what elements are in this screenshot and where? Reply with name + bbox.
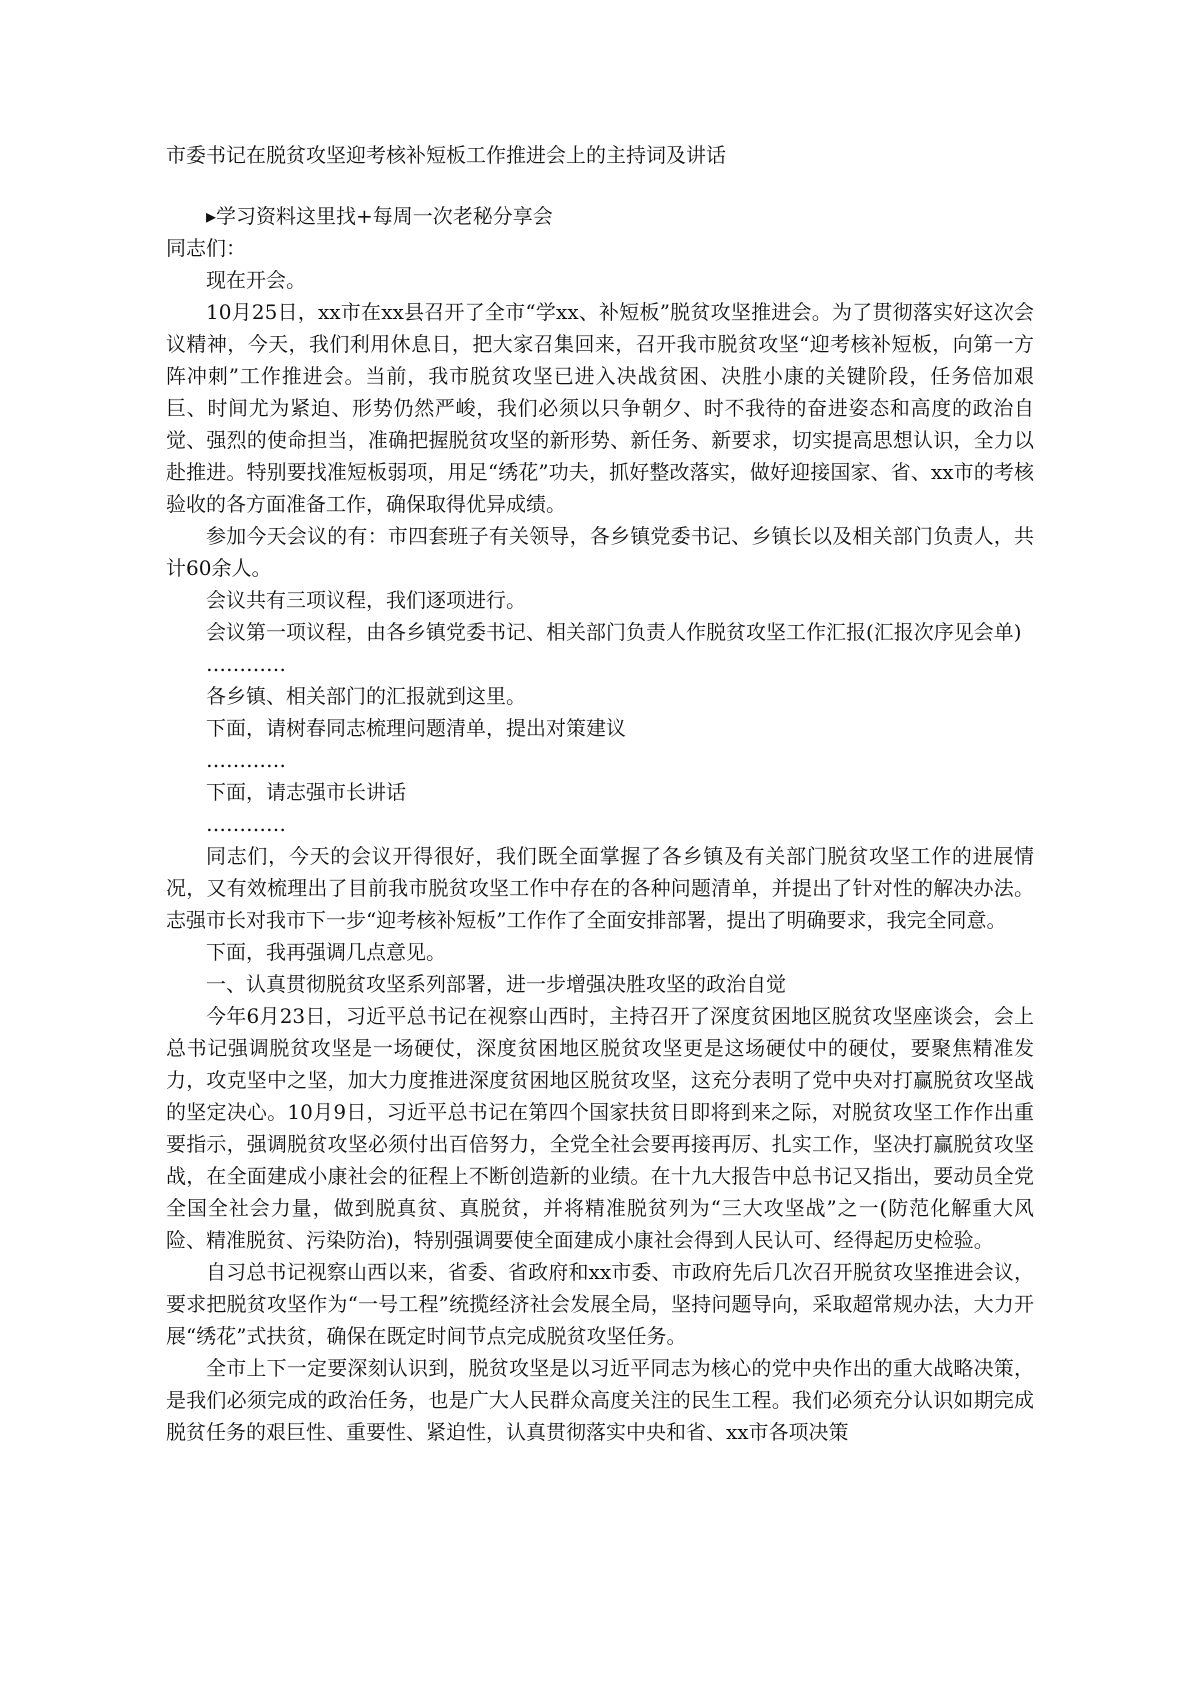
paragraph: 参加今天会议的有：市四套班子有关领导，各乡镇党委书记、乡镇长以及相关部门负责人，共计60余人。 [166,524,1034,580]
paragraph: 下面，我再强调几点意见。 [206,940,446,964]
document-page [166,140,1034,1448]
paragraph: 会议第一项议程，由各乡镇党委书记、相关部门负责人作脱贫攻坚工作汇报(汇报次序见会单) [206,620,1022,644]
paragraph: 下面，请志强市长讲话 [206,780,406,804]
paragraph: 现在开会。 [206,268,306,292]
section-heading: 一、认真贯彻脱贫攻坚系列部署，进一步增强决胜攻坚的政治自觉 [206,972,786,996]
document-title: 市委书记在脱贫攻坚迎考核补短板工作推进会上的主持词及讲话 [166,143,726,167]
paragraph: 10月25日，xx市在xx县召开了全市“学xx、补短板”脱贫攻坚推进会。为了贯彻落实好这次会议精神，今天，我们利用休息日，把大家召集回来，召开我市脱贫攻坚“迎考核补短板，向第一方阵冲刺”工作推进会。当前，我市脱贫攻坚已进入决战贫困、决胜小康的关键阶段，任务倍加艰巨、时间尤为紧迫、形势仍然严峻，我们必须以只争朝夕、时不我待的奋进姿态和高度的政治自觉、强烈的使命担当，准确把握脱贫攻坚的新形势、新任务、新要求，切实提高思想认识，全力以赴推进。特别要找准短板弱项，用足“绣花”功夫，抓好整改落实，做好迎接国家、省、xx市的考核验收的各方面准备工作，确保取得优异成绩。 [166,300,1034,516]
paragraph: 今年6月23日，习近平总书记在视察山西时，主持召开了深度贫困地区脱贫攻坚座谈会，会上总书记强调脱贫攻坚是一场硬仗，深度贫困地区脱贫攻坚更是这场硬仗中的硬仗，要聚焦精准发力，攻克坚中之坚，加大力度推进深度贫困地区脱贫攻坚，这充分表明了党中央对打赢脱贫攻坚战的坚定决心。10月9日，习近平总书记在第四个国家扶贫日即将到来之际，对脱贫攻坚工作作出重要指示，强调脱贫攻坚必须付出百倍努力，全党全社会要再接再厉、扎实工作，坚决打赢脱贫攻坚战，在全面建成小康社会的征程上不断创造新的业绩。在十九大报告中总书记又指出，要动员全党全国全社会力量，做到脱真贫、真脱贫，并将精准脱贫列为“三大攻坚战”之一(防范化解重大风险、精准脱贫、污染防治)，特别强调要使全面建成小康社会得到人民认可、经得起历史检验。 [166,1004,1034,1252]
ellipsis-line: ………… [206,652,286,676]
paragraph: 各乡镇、相关部门的汇报就到这里。 [206,684,526,708]
paragraph: 全市上下一定要深刻认识到，脱贫攻坚是以习近平同志为核心的党中央作出的重大战略决策，是我们必须完成的政治任务，也是广大人民群众高度关注的民生工程。我们必须充分认识如期完成脱贫任务的艰巨性、重要性、紧迫性，认真贯彻落实中央和省、xx市各项决策 [166,1356,1034,1444]
salutation: 同志们： [166,236,246,260]
paragraph: 下面，请树春同志梳理问题清单，提出对策建议 [206,716,626,740]
paragraph: 会议共有三项议程，我们逐项进行。 [206,588,526,612]
ellipsis-line: ………… [206,812,286,836]
promo-link[interactable]: ▸学习资料这里找+每周一次老秘分享会 [206,204,553,228]
paragraph: 同志们，今天的会议开得很好，我们既全面掌握了各乡镇及有关部门脱贫攻坚工作的进展情况，又有效梳理出了目前我市脱贫攻坚工作中存在的各种问题清单，并提出了针对性的解决办法。志强市长对我市下一步“迎考核补短板”工作作了全面安排部署，提出了明确要求，我完全同意。 [166,844,1034,932]
paragraph: 自习总书记视察山西以来，省委、省政府和xx市委、市政府先后几次召开脱贫攻坚推进会议，要求把脱贫攻坚作为“一号工程”统揽经济社会发展全局，坚持问题导向，采取超常规办法，大力开展“绣花”式扶贫，确保在既定时间节点完成脱贫攻坚任务。 [166,1260,1034,1348]
ellipsis-line: ………… [206,748,286,772]
